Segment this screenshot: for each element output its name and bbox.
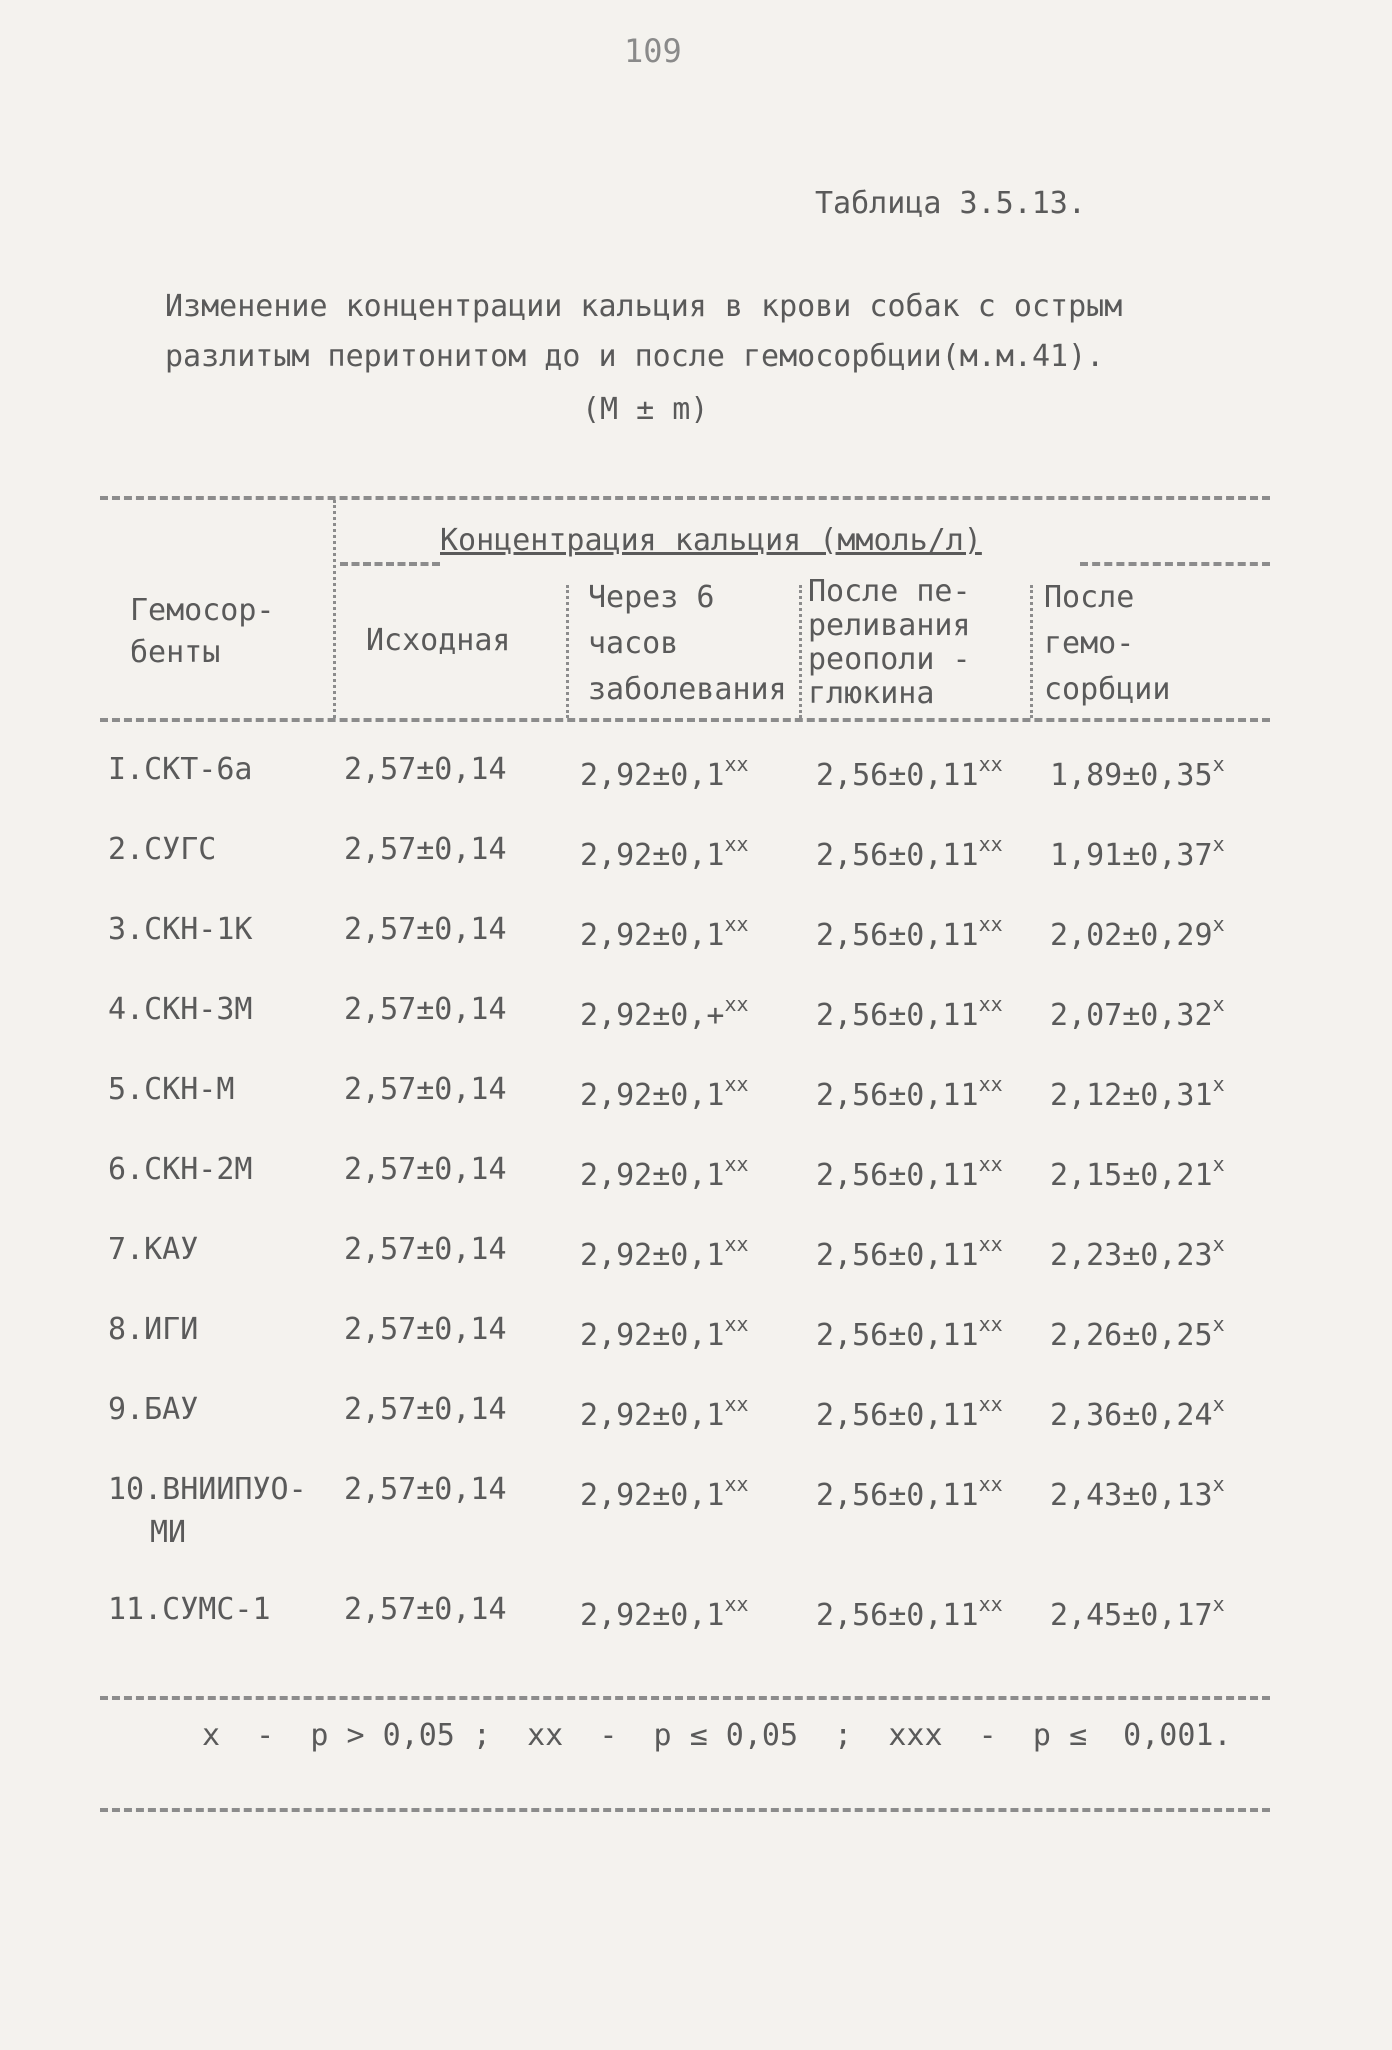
header-col-reopoly: После пе- реливания реополи - глюкина — [808, 574, 971, 711]
value-6h: $2,92\pm 0,1^{хх}$ — [580, 1592, 749, 1633]
table-row — [108, 1472, 1268, 1550]
sorbent-name: 7.КАУ — [108, 1232, 199, 1267]
value-reopoly: $2,56\pm 0,11^{хх}$ — [816, 992, 1003, 1033]
formula: (М ± m) — [582, 392, 709, 427]
table-label: Таблица 3.5.13. — [815, 186, 1086, 221]
sorbent-name: 5.СКН-М — [108, 1072, 235, 1107]
value-initial: 2,57±0,14 — [344, 1392, 507, 1427]
value-after-sorption: $1,89\pm 0,35^х$ — [1050, 752, 1225, 793]
value-6h: $2,92\pm 0,1^{хх}$ — [580, 1312, 749, 1353]
table-row — [108, 1152, 1268, 1212]
value-after-sorption: $2,43\pm 0,13^х$ — [1050, 1472, 1225, 1513]
value-reopoly: $2,56\pm 0,11^{хх}$ — [816, 1312, 1003, 1353]
table-row — [108, 1592, 1268, 1652]
value-initial: 2,57±0,14 — [344, 752, 507, 787]
sorbent-name: 10.ВНИИПУО- МИ — [108, 1472, 307, 1550]
value-6h: $2,92\pm 0,1^{хх}$ — [580, 912, 749, 953]
significance-legend: х - р > 0,05 ; хх - р ≤ 0,05 ; ххх - р ≤ 0,001. — [202, 1718, 1232, 1753]
header-separator — [799, 585, 802, 718]
value-initial: 2,57±0,14 — [344, 1232, 507, 1267]
value-reopoly: $2,56\pm 0,11^{хх}$ — [816, 1472, 1003, 1513]
header-col-initial: Исходная — [366, 623, 511, 658]
value-reopoly: $2,56\pm 0,11^{хх}$ — [816, 1392, 1003, 1433]
value-initial: 2,57±0,14 — [344, 1472, 507, 1507]
value-initial: 2,57±0,14 — [344, 1152, 507, 1187]
sorbent-name: 6.СКН-2М — [108, 1152, 253, 1187]
page-number: 109 — [624, 32, 682, 70]
value-6h: 2,92±0,+$^{хх}$ — [580, 992, 749, 1033]
table-row — [108, 1392, 1268, 1452]
value-initial: 2,57±0,14 — [344, 912, 507, 947]
value-initial: 2,57±0,14 — [344, 992, 507, 1027]
legend-bottom-rule — [100, 1808, 1270, 1812]
header-separator — [1030, 585, 1033, 718]
group-dash-right — [1080, 562, 1270, 566]
value-reopoly: $2,56\pm 0,11^{хх}$ — [816, 912, 1003, 953]
table-top-rule — [100, 496, 1270, 500]
sorbent-name: 9.БАУ — [108, 1392, 199, 1427]
caption-line: разлитым перитонитом до и после гемосорбции(м.м.41). — [165, 339, 1105, 374]
value-6h: $2,92\pm 0,1^{хх}$ — [580, 1072, 749, 1113]
value-after-sorption: $2,26\pm 0,25^х$ — [1050, 1312, 1225, 1353]
value-6h: $2,92\pm 0,1^{хх}$ — [580, 752, 749, 793]
value-reopoly: $2,56\pm 0,11^{хх}$ — [816, 1152, 1003, 1193]
value-after-sorption: $2,36\pm 0,24^х$ — [1050, 1392, 1225, 1433]
header-bottom-rule — [100, 718, 1270, 722]
value-reopoly: $2,56\pm 0,11^{хх}$ — [816, 1592, 1003, 1633]
value-6h: $2,92\pm 0,1^{хх}$ — [580, 1472, 749, 1513]
value-initial: 2,57±0,14 — [344, 1312, 507, 1347]
value-after-sorption: $2,15\pm 0,21^х$ — [1050, 1152, 1225, 1193]
table-bottom-rule — [100, 1696, 1270, 1700]
table-row — [108, 912, 1268, 972]
sorbent-name: 3.СКН-1К — [108, 912, 253, 947]
value-initial: 2,57±0,14 — [344, 1592, 507, 1627]
sorbent-name: 2.СУГС — [108, 832, 217, 867]
value-reopoly: $2,56\pm 0,11^{хх}$ — [816, 752, 1003, 793]
table-row — [108, 1232, 1268, 1292]
table-row — [108, 752, 1268, 812]
value-after-sorption: $2,12\pm 0,31^х$ — [1050, 1072, 1225, 1113]
value-after-sorption: $2,45\pm 0,17^х$ — [1050, 1592, 1225, 1633]
value-after-sorption: $2,02\pm 0,29^х$ — [1050, 912, 1225, 953]
value-after-sorption: $2,23\pm 0,23^х$ — [1050, 1232, 1225, 1273]
value-reopoly: $2,56\pm 0,11^{хх}$ — [816, 1232, 1003, 1273]
table-row — [108, 1312, 1268, 1372]
table-row — [108, 832, 1268, 892]
value-initial: 2,57±0,14 — [344, 1072, 507, 1107]
header-col-6h: Через 6 часов заболевания — [588, 580, 787, 707]
value-6h: $2,92\pm 0,1^{хх}$ — [580, 832, 749, 873]
value-6h: $2,92\pm 0,1^{хх}$ — [580, 1232, 749, 1273]
value-after-sorption: $2,07\pm 0,32^х$ — [1050, 992, 1225, 1033]
value-reopoly: $2,56\pm 0,11^{хх}$ — [816, 832, 1003, 873]
header-group: Концентрация кальция (ммоль/л) — [440, 523, 982, 558]
table-row — [108, 1072, 1268, 1132]
header-separator — [566, 585, 569, 718]
sorbent-name: 8.ИГИ — [108, 1312, 199, 1347]
header-separator — [333, 500, 336, 718]
header-col-sorbent: Гемосор- бенты — [130, 593, 275, 670]
sorbent-name: 4.СКН-3М — [108, 992, 253, 1027]
value-initial: 2,57±0,14 — [344, 832, 507, 867]
header-col-after: После гемо- сорбции — [1044, 580, 1171, 707]
value-6h: $2,92\pm 0,1^{хх}$ — [580, 1392, 749, 1433]
sorbent-name: 11.СУМС-1 — [108, 1592, 271, 1627]
value-after-sorption: $1,91\pm 0,37^х$ — [1050, 832, 1225, 873]
sorbent-name: I.СКТ-6а — [108, 752, 253, 787]
table-caption — [165, 282, 1245, 382]
table-row — [108, 992, 1268, 1052]
caption-line: Изменение концентрации кальция в крови собак с острым — [165, 289, 1123, 324]
value-6h: $2,92\pm 0,1^{хх}$ — [580, 1152, 749, 1193]
group-dash-left — [340, 562, 440, 566]
value-reopoly: $2,56\pm 0,11^{хх}$ — [816, 1072, 1003, 1113]
